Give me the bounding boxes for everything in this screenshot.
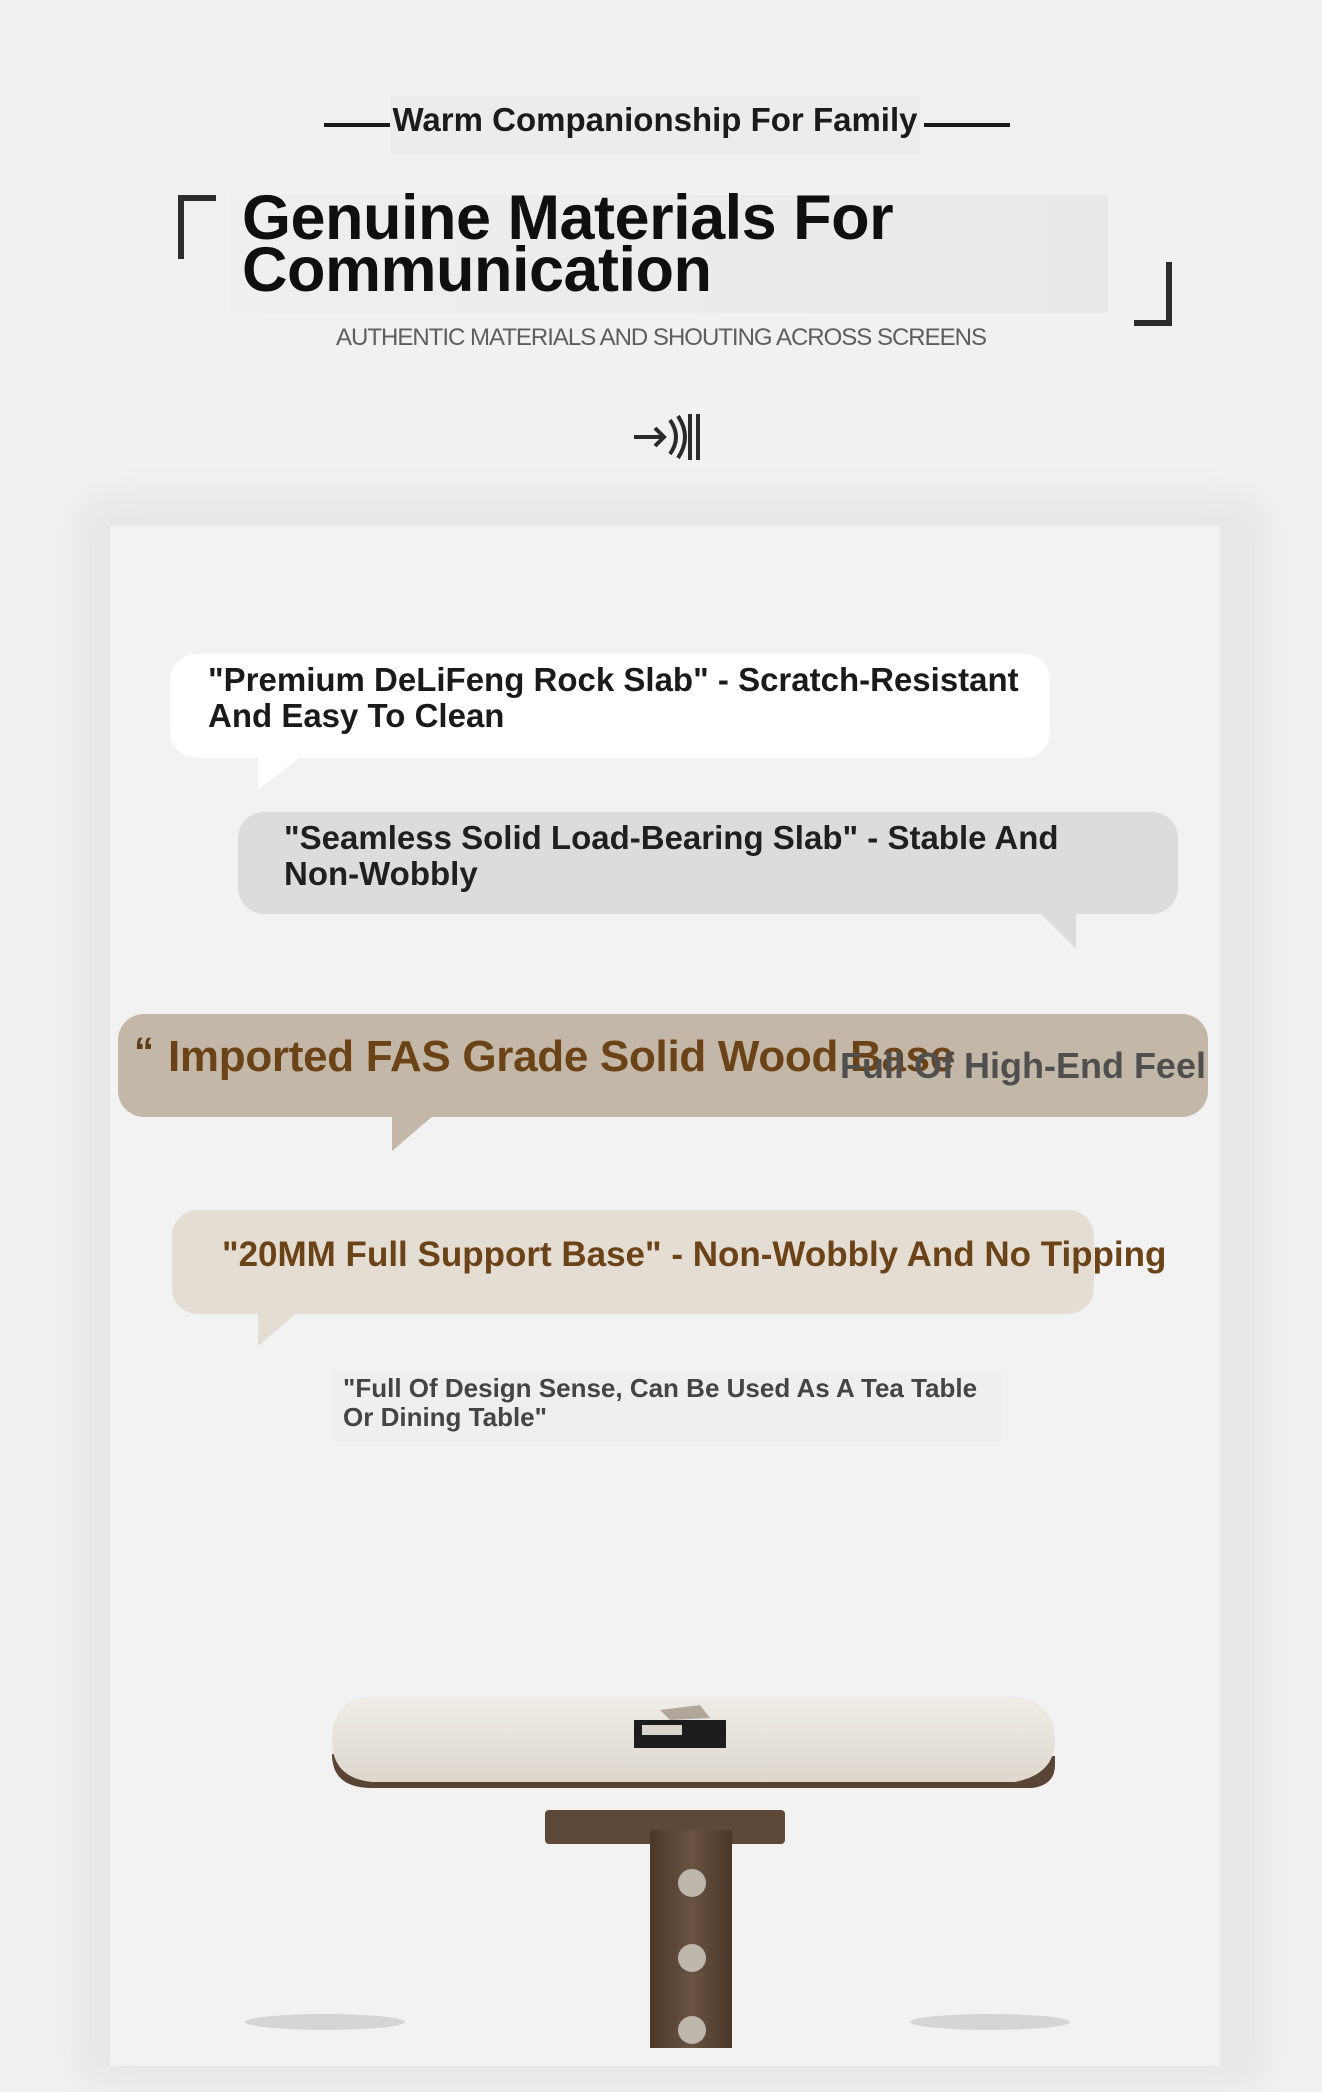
subtitle-right-rule (924, 123, 1010, 127)
speech-bubble-tail (258, 1312, 298, 1346)
pedestal-dot (678, 1869, 706, 1897)
pedestal-dot (678, 1944, 706, 1972)
pedestal-dot (678, 2016, 706, 2044)
support-base-text: "20MM Full Support Base" - Non-Wobbly And No Tipping (222, 1235, 1167, 1274)
table-illustration (110, 1560, 1220, 2048)
floor-shadow-right (910, 2014, 1070, 2030)
quote-icon: “ (134, 1030, 154, 1074)
tagline: AUTHENTIC MATERIALS AND SHOUTING ACROSS SCREENS (336, 324, 986, 351)
rock-slab-text: "Premium DeLiFeng Rock Slab" - Scratch-Resistant And Easy To Clean (208, 661, 1019, 734)
table-pedestal (650, 1830, 732, 2048)
wood-base-subtext: Full Of High-End Feel (840, 1045, 1206, 1086)
book-label (642, 1725, 682, 1735)
speech-bubble-tail (258, 756, 302, 790)
arrow-sound-wave-icon (630, 410, 704, 464)
speech-bubble-tail (1040, 913, 1076, 949)
page-title: Genuine Materials For Communication (242, 183, 894, 305)
load-bearing-text: "Seamless Solid Load-Bearing Slab" - Stable And Non-Wobbly (284, 819, 1059, 892)
floor-shadow-left (245, 2014, 405, 2030)
bracket-bottom-right-icon (1134, 262, 1172, 326)
bracket-top-left-icon (178, 195, 216, 259)
wood-base-text: Imported FAS Grade Solid Wood Base (168, 1032, 954, 1081)
section-subtitle: Warm Companionship For Family (390, 97, 920, 155)
design-sense-text: "Full Of Design Sense, Can Be Used As A Tea Table Or Dining Table" (343, 1373, 978, 1432)
speech-bubble-tail (392, 1115, 434, 1151)
